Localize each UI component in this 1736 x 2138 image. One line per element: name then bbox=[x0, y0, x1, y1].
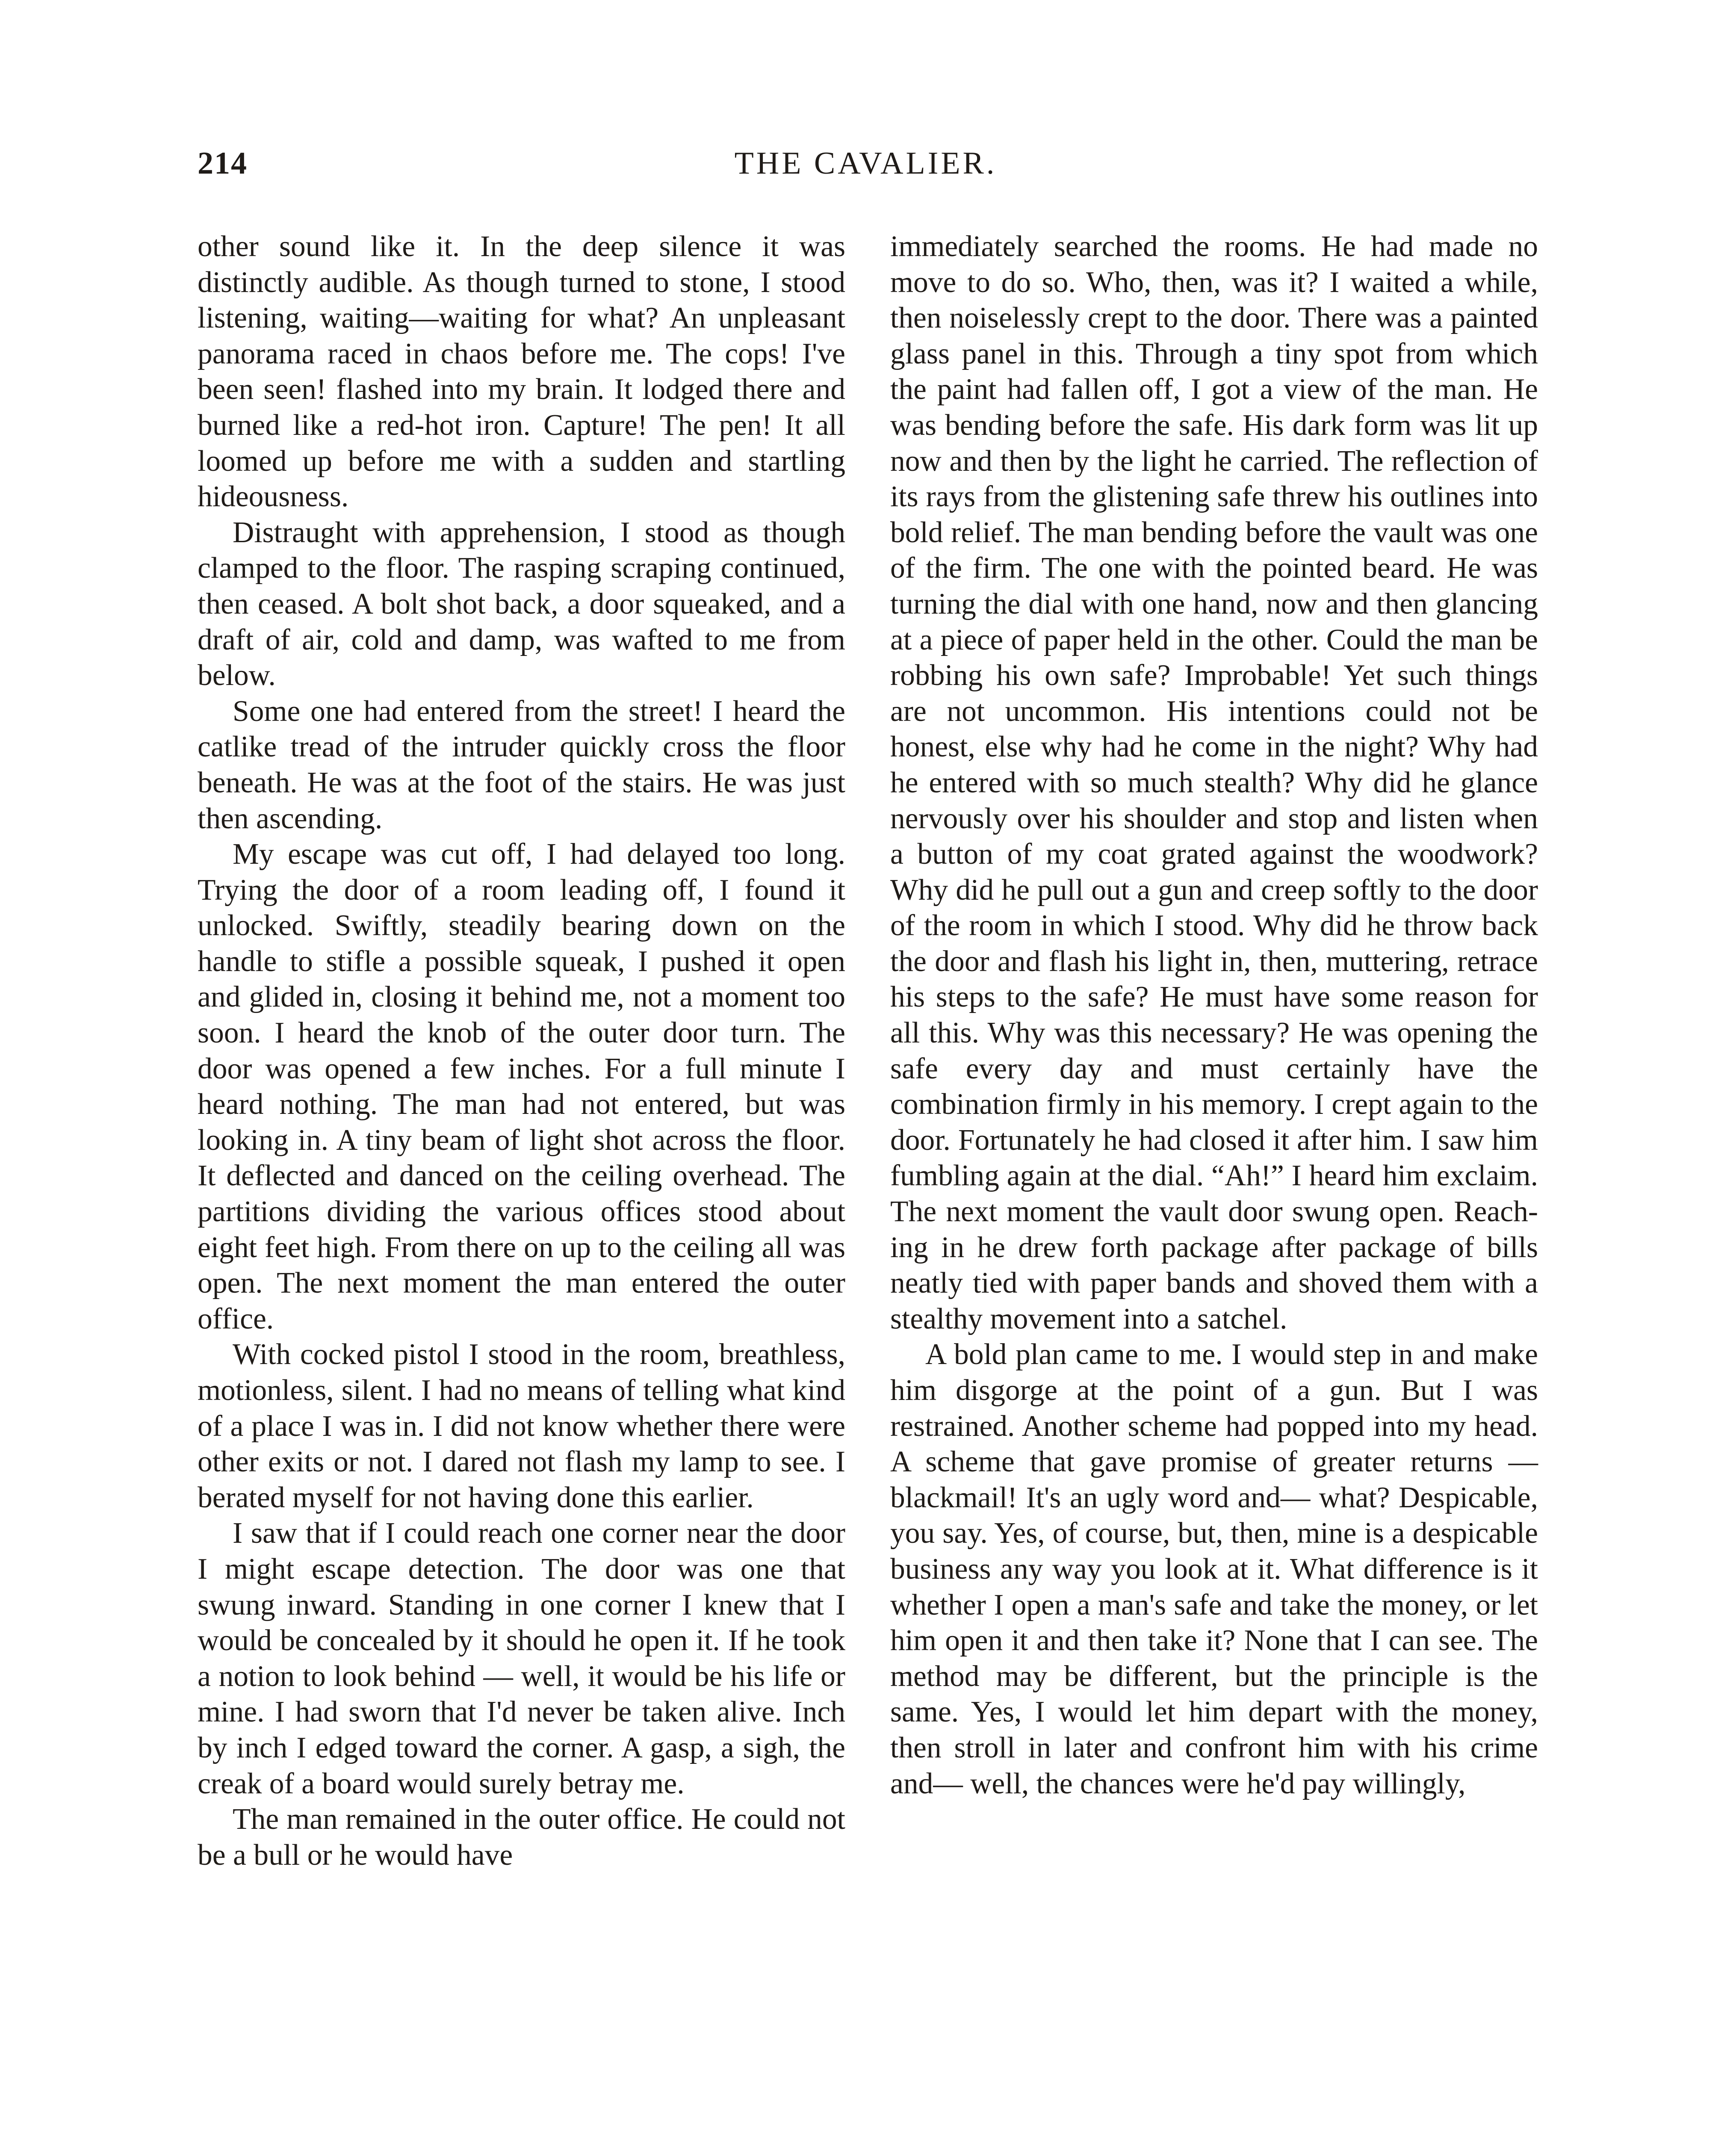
paragraph: Some one had entered from the street! I heard the catlike tread of the intruder quickly cross the floor beneath. He was at the foot of the stairs. He was just then ascending. bbox=[198, 694, 845, 835]
paragraph: The man remained in the outer office. He could not be a bull or he would have bbox=[198, 1803, 845, 1872]
paragraph: With cocked pistol I stood in the room, breathless, motionless, silent. I had no means of telling what kind of a place I was in. I did not know whether there were other exits or not. I dared not flash my lamp to see. I berated myself for not having done this earlier. bbox=[198, 1338, 845, 1514]
running-title: THE CAVALIER. bbox=[734, 146, 997, 181]
paragraph: A bold plan came to me. I would step in and make him disgorge at the point of a gun. But I was restrained. Another scheme had popped into my head. A scheme that gave promise of greater returns —blackmail! It's an ugly word and— what? Despicable, you say. Yes, of course, but, then, mine is a despicable business any way you look at it. What difference is it whether I open a man's safe and take the money, or let him open it and then take it? None that I can see. The method may be different, but the principle is the same. Yes, I would let him depart with the money, then stroll in later and confront him with his crime and— well, the chances were he'd pay willingly, bbox=[890, 1338, 1538, 1800]
page-header bbox=[198, 145, 1534, 192]
right-text-column bbox=[890, 229, 1538, 1801]
page-number: 214 bbox=[198, 146, 248, 181]
paragraph: other sound like it. In the deep silence it was distinctly audible. As though turned to stone, I stood listening, waiting—waiting for what? An unpleasant panorama raced in chaos before me. The cops! I've been seen! flashed into my brain. It lodged there and burned like a red-hot iron. Capture! The pen! It all loomed up before me with a sudden and startling hideousness. bbox=[198, 230, 845, 514]
paragraph: My escape was cut off, I had delayed too long. Trying the door of a room leading off, I found it unlocked. Swiftly, steadily bearing down on the handle to stifle a possible squeak, I pushed it open and glided in, closing it behind me, not a moment too soon. I heard the knob of the outer door turn. The door was opened a few inches. For a full minute I heard nothing. The man had not entered, but was looking in. A tiny beam of light shot across the floor. It deflected and danced on the ceiling overhead. The partitions dividing the various offices stood about eight feet high. From there on up to the ceiling all was open. The next moment the man entered the outer office. bbox=[198, 838, 845, 1335]
paragraph: immediately searched the rooms. He had made no move to do so. Who, then, was it? I waited a while, then noiselessly crept to the door. There was a painted glass panel in this. Through a tiny spot from which the paint had fallen off, I got a view of the man. He was bending before the safe. His dark form was lit up now and then by the light he carried. The reflection of its rays from the glistening safe threw his outlines into bold relief. The man bending before the vault was one of the firm. The one with the pointed beard. He was turning the dial with one hand, now and then glancing at a piece of paper held in the other. Could the man be robbing his own safe? Improbable! Yet such things are not uncommon. His intentions could not be honest, else why had he come in the night? Why had he entered with so much stealth? Why did he glance nervously over his shoulder and stop and listen when a button of my coat grated against the woodwork? Why did he pull out a gun and creep softly to the door of the room in which I stood. Why did he throw back the door and flash his light in, then, muttering, retrace his steps to the safe? He must have some reason for all this. Why was this necessary? He was opening the safe every day and must certainly have the combination firmly in his memory. I crept again to the door. Fortunately he had closed it after him. I saw him fumbling again at the dial. “Ah!” I heard him exclaim. The next moment the vault door swung open. Reaching in he drew forth package after package of bills neatly tied with paper bands and shoved them with a stealthy movement into a satchel. bbox=[890, 230, 1538, 1335]
paragraph: I saw that if I could reach one corner near the door I might escape detection. The door was one that swung inward. Standing in one corner I knew that I would be concealed by it should he open it. If he took a notion to look behind — well, it would be his life or mine. I had sworn that I'd never be taken alive. Inch by inch I edged toward the corner. A gasp, a sigh, the creak of a board would surely betray me. bbox=[198, 1517, 845, 1800]
left-text-column bbox=[198, 229, 845, 1873]
paragraph: Distraught with apprehension, I stood as though clamped to the floor. The rasping scraping continued, then ceased. A bolt shot back, a door squeaked, and a draft of air, cold and damp, was wafted to me from below. bbox=[198, 516, 845, 692]
